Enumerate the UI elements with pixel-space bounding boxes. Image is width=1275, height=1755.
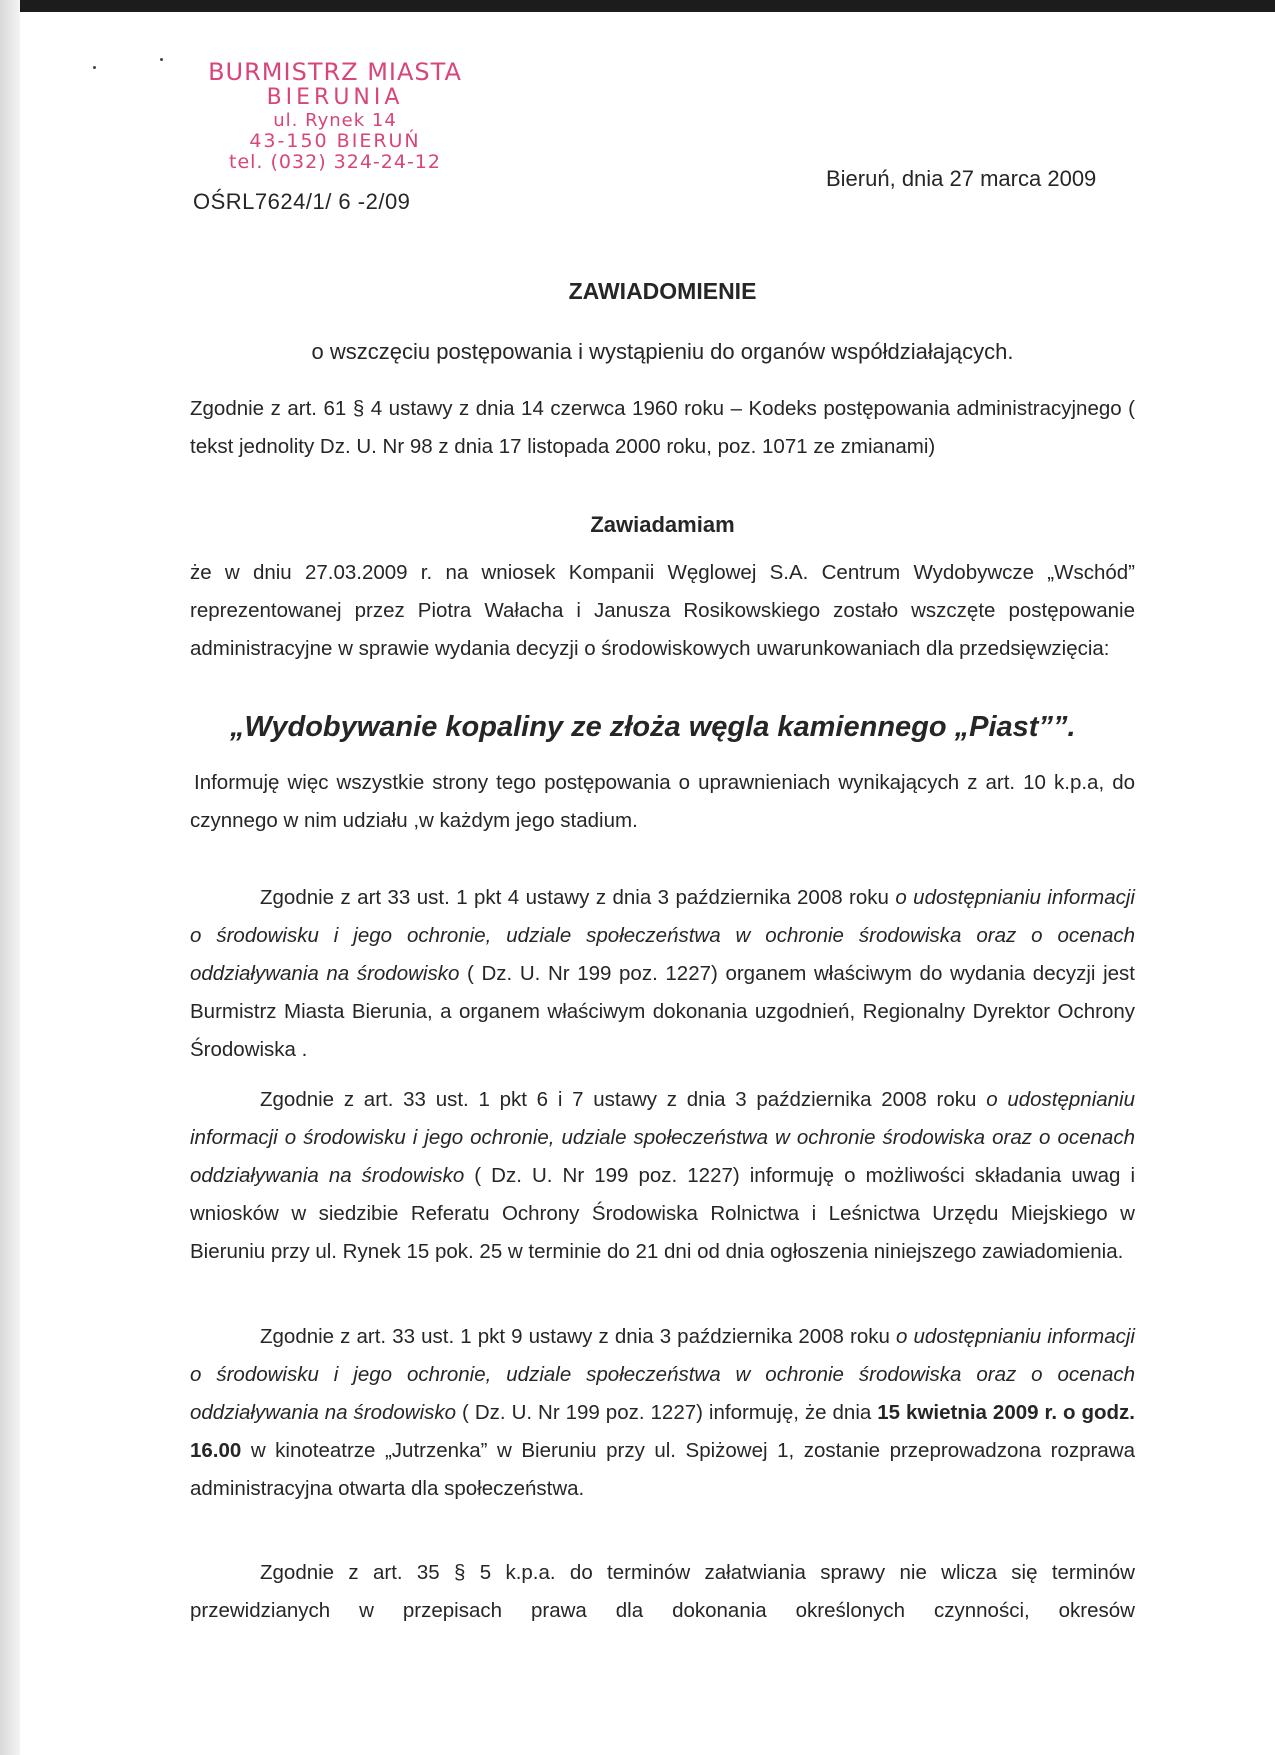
competence-rest: ( Dz. U. Nr 199 poz. 1227) organem właściwym do wydania decyzji jest Burmistrz Miasta Bierunia, a organem właściwym dokonania uzgodnień, Regionalny Dyrektor Ochrony Środowiska . xyxy=(190,962,1135,1061)
legal-basis-paragraph: Zgodnie z art. 61 § 4 ustawy z dnia 14 czerwca 1960 roku – Kodeks postępowania administracyjnego ( tekst jednolity Dz. U. Nr 98 z dnia 17 listopada 2000 roku, poz. 1071 ze zmianami) xyxy=(190,397,1135,458)
comments-intro: Zgodnie z art. 33 ust. 1 pkt 6 i 7 ustawy z dnia 3 października 2008 roku xyxy=(260,1088,977,1111)
scan-top-border xyxy=(0,0,1275,12)
document-subtitle: o wszczęciu postępowania i wystąpieniu do organów współdziałających. xyxy=(311,339,1014,364)
stamp-postcode-line: 43-150 BIERUŃ xyxy=(249,130,421,152)
stamp-city-line: BIERUNIA xyxy=(266,85,404,110)
scan-left-edge xyxy=(0,0,20,1755)
scan-speck xyxy=(93,66,96,69)
comments-paragraph xyxy=(190,1081,1135,1271)
hearing-rest-before: ( Dz. U. Nr 199 poz. 1227) informuję, że dnia xyxy=(462,1401,872,1424)
reference-number: OŚRL7624/1/ 6 -2/09 xyxy=(193,189,411,214)
hearing-rest-after: w kinoteatrze „Jutrzenka” w Bieruniu przy ul. Spiżowej 1, zostanie przeprowadzona rozprawa administracyjna otwarta dla społeczeństwa. xyxy=(190,1439,1135,1500)
inform-paragraph: Informuję więc wszystkie strony tego postępowania o uprawnieniach wynikających z art. 10 k.p.a, do czynnego w nim udziału ,w każdym jego stadium. xyxy=(190,771,1135,832)
comments-rest: ( Dz. U. Nr 199 poz. 1227) informuję o możliwości składania uwag i wniosków w siedzibie Referatu Ochrony Środowiska Rolnictwa i Leśnictwa Urzędu Miejskiego w Bieruniu przy ul. Rynek 15 pok. 25 w terminie do 21 dni od dnia ogłoszenia niniejszego zawiadomienia. xyxy=(190,1164,1135,1263)
act-title: o udostępnianiu informacji o środowisku i jego ochronie, udziale społeczeństwa w ochronie środowiska oraz o ocenach oddziaływania na środowisko xyxy=(190,1088,1136,1187)
stamp-office-line: BURMISTRZ MIASTA xyxy=(208,58,462,86)
act-title: o udostępnianiu informacji o środowisku i jego ochronie, udziale społeczeństwa w ochronie środowiska oraz o ocenach oddziaływania na środowisko xyxy=(190,1325,1135,1424)
document-title: ZAWIADOMIENIE xyxy=(568,278,757,304)
competence-paragraph xyxy=(190,879,1135,1069)
hearing-date: 15 kwietnia 2009 r. o godz. 16.00 xyxy=(190,1401,1136,1462)
stamp-street-line: ul. Rynek 14 xyxy=(273,110,397,131)
office-stamp xyxy=(200,58,470,173)
hearing-intro: Zgodnie z art. 33 ust. 1 pkt 9 ustawy z dnia 3 października 2008 roku xyxy=(260,1325,890,1348)
announce-heading: Zawiadamiam xyxy=(590,512,735,537)
notice-paragraph: że w dniu 27.03.2009 r. na wniosek Kompanii Węglowej S.A. Centrum Wydobywcze „Wschód” reprezentowanej przez Piotra Wałacha i Janusza Rosikowskiego zostało wszczęte postępowanie administracyjne w sprawie wydania decyzji o środowiskowych uwarunkowaniach dla przedsięwzięcia: xyxy=(190,561,1135,660)
scan-speck xyxy=(160,58,163,61)
act-title: o udostępnianiu informacji o środowisku i jego ochronie, udziale społeczeństwa w ochronie środowiska oraz o ocenach oddziaływania na środowisko xyxy=(190,886,1135,985)
document-date: Bieruń, dnia 27 marca 2009 xyxy=(826,166,1097,191)
hearing-paragraph xyxy=(190,1318,1135,1508)
project-name: „Wydobywanie kopaliny ze złoża węgla kamiennego „Piast””. xyxy=(230,711,1076,743)
stamp-phone-line: tel. (032) 324-24-12 xyxy=(229,151,441,173)
competence-intro: Zgodnie z art 33 ust. 1 pkt 4 ustawy z dnia 3 października 2008 roku xyxy=(260,886,889,909)
deadlines-paragraph: Zgodnie z art. 35 § 5 k.p.a. do terminów załatwiania sprawy nie wlicza się terminów przewidzianych w przepisach prawa dla dokonania określonych czynności, okresów xyxy=(190,1561,1135,1622)
